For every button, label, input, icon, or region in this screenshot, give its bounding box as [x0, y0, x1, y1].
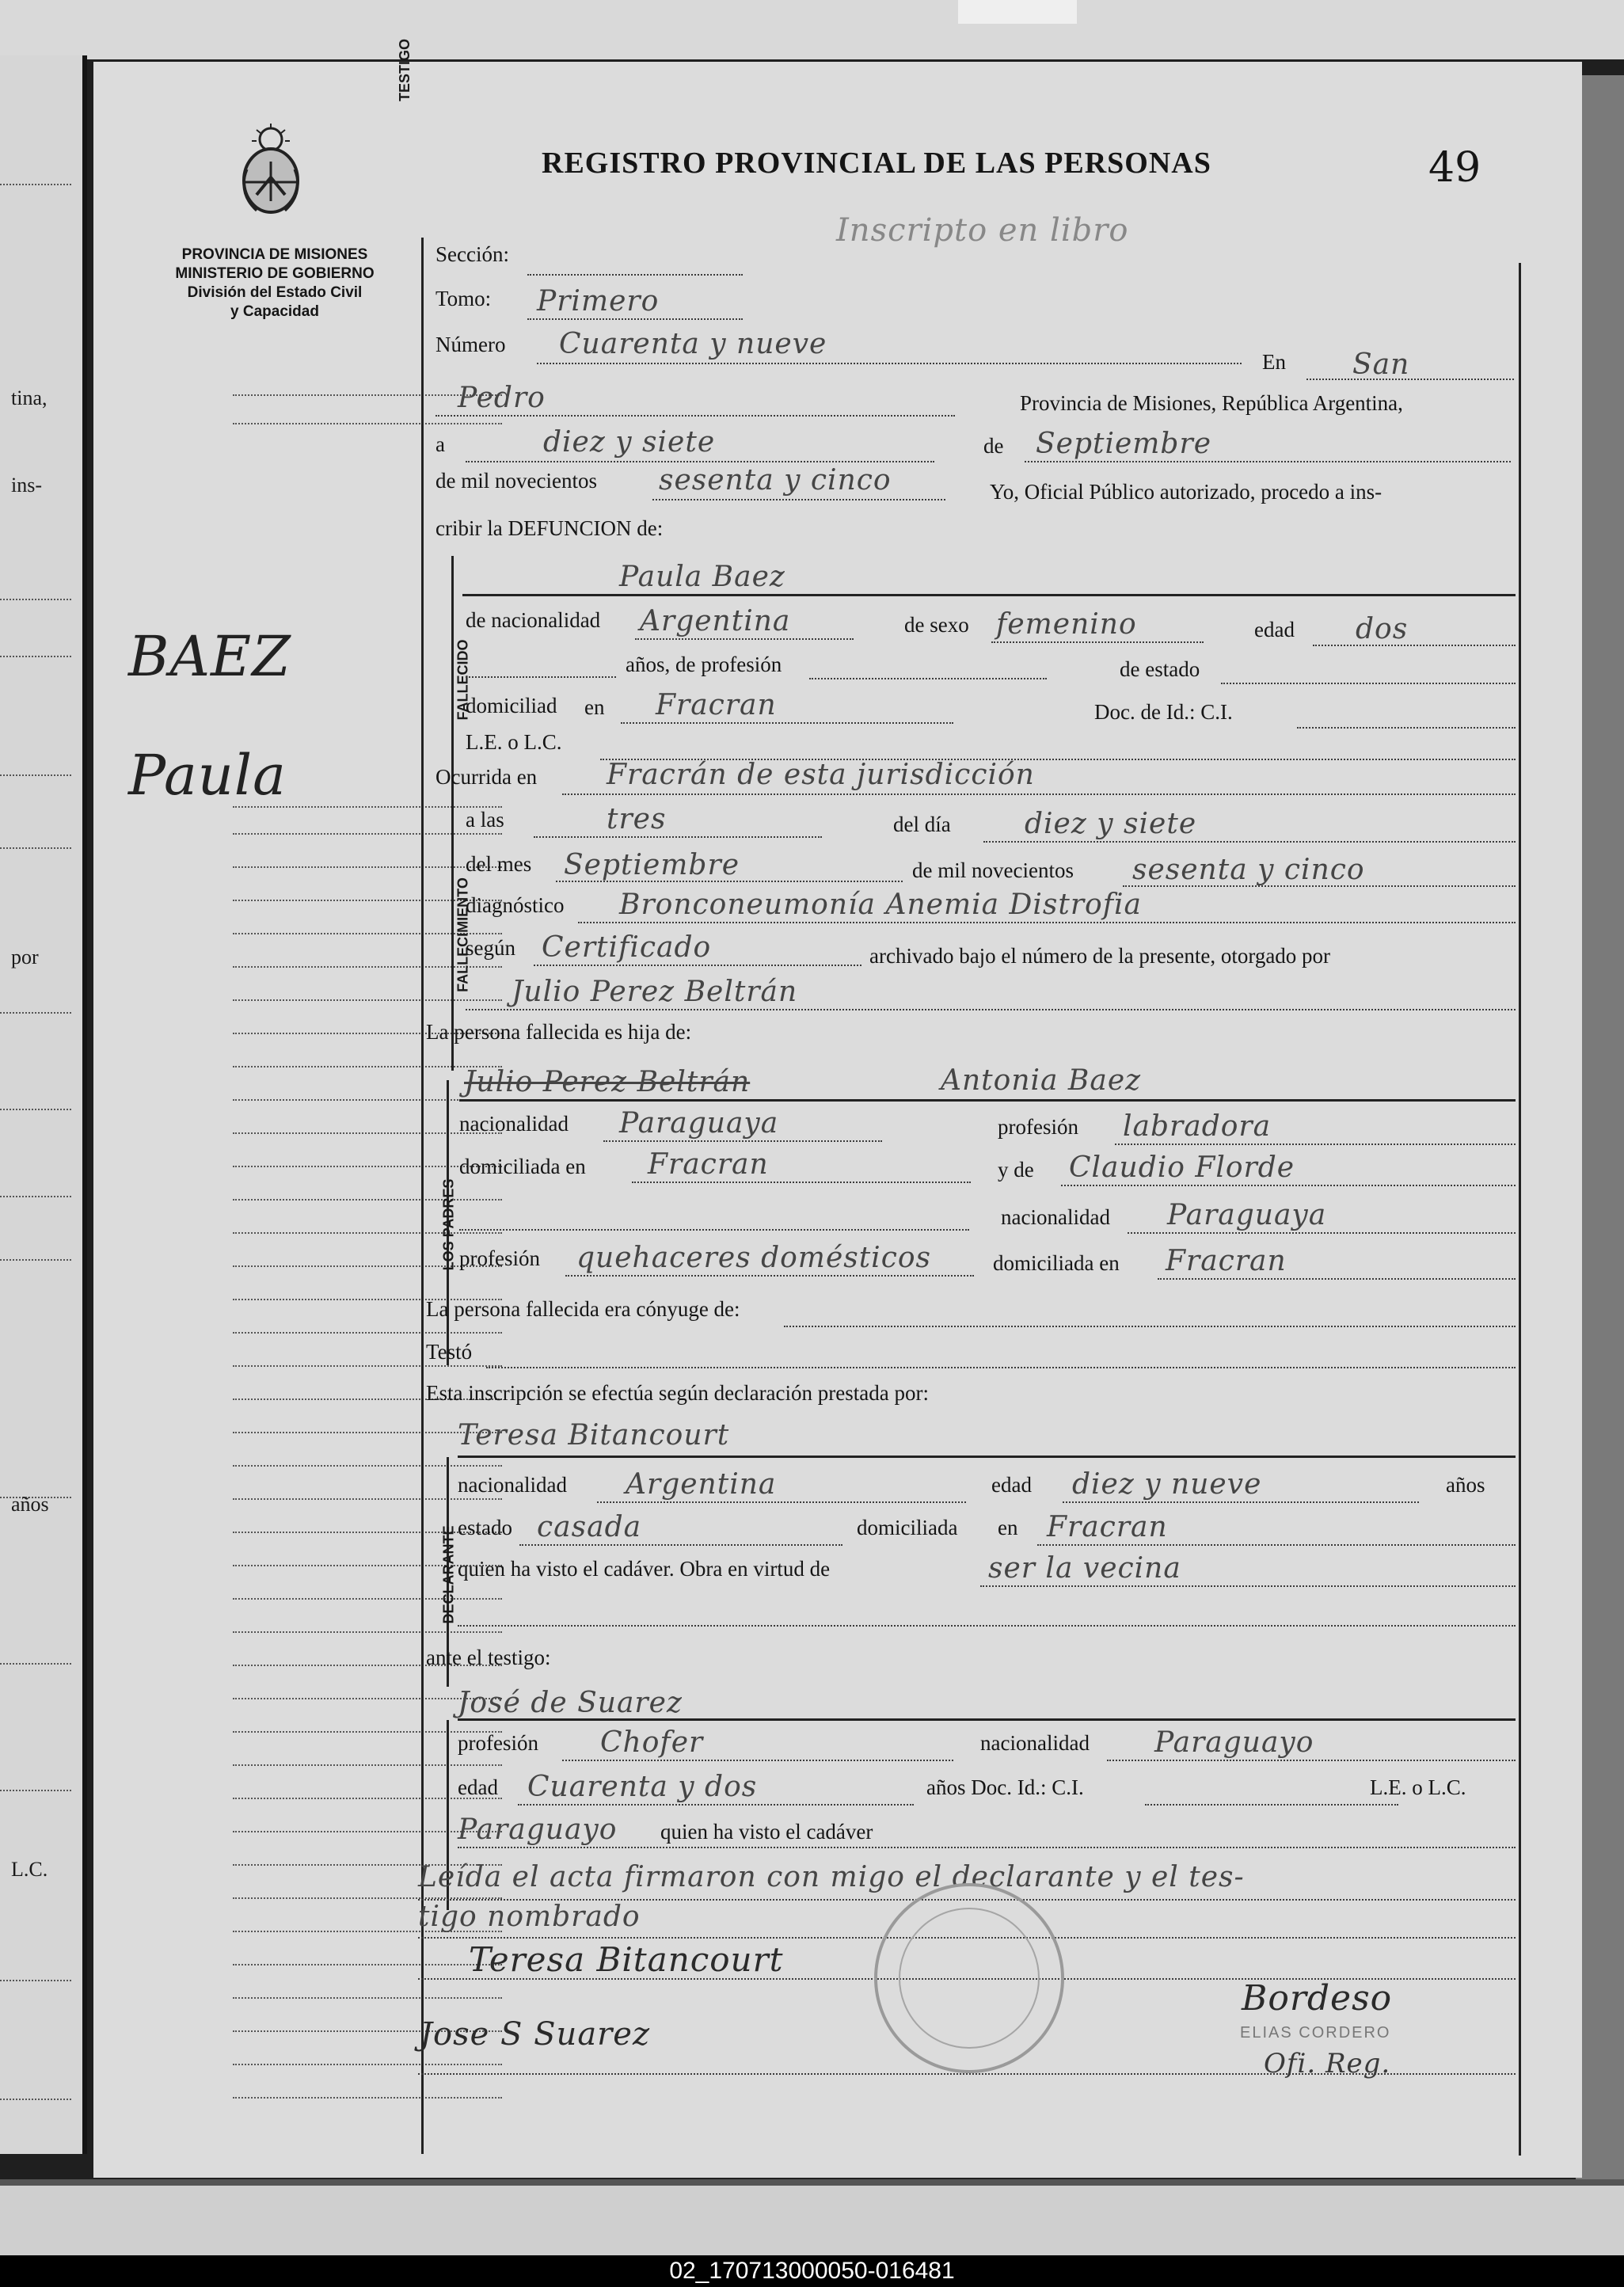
en-value: San — [1352, 348, 1410, 381]
org-line: PROVINCIA DE MISIONES — [181, 246, 368, 263]
numero-label: Número — [435, 333, 506, 356]
left-fragment: tina, — [11, 386, 48, 409]
margin-surname: BAEZ — [128, 624, 291, 689]
domicilio-en-label: en — [584, 695, 605, 719]
de-label: de — [983, 434, 1004, 458]
padres-side-label: LOS PADRES — [440, 1178, 457, 1271]
otorgado-value: Julio Perez Beltrán — [512, 976, 798, 1008]
en-label: En — [1262, 350, 1286, 374]
numero-value: Cuarenta y nueve — [559, 328, 827, 360]
left-fragment: L.C. — [11, 1858, 48, 1881]
sexo-label: de sexo — [904, 613, 969, 637]
diagnostico-value: Bronconeumonía Anemia Distrofia — [619, 889, 1142, 921]
fallecimiento-mes: Septiembre — [564, 849, 740, 881]
testigo-edad-label: edad — [458, 1775, 498, 1799]
testigo-prof-label: profesión — [458, 1731, 538, 1755]
le-label: L.E. o L.C. — [466, 730, 562, 754]
coat-of-arms-icon — [233, 122, 309, 217]
padres-prof2: quehaceres domésticos — [576, 1242, 932, 1274]
anio-value: sesenta y cinco — [659, 464, 892, 497]
register-page — [93, 38, 1582, 2178]
diagnostico-label: diagnóstico — [466, 893, 565, 917]
padres-dom2: Fracran — [1166, 1245, 1287, 1277]
tomo-value: Primero — [537, 285, 660, 318]
fecha-dia: diez y siete — [543, 426, 716, 459]
padres-nac2-label: nacionalidad — [1001, 1205, 1110, 1229]
declarante-side-label: DECLARANTE — [440, 1525, 457, 1624]
declarante-estado-label: estado — [458, 1516, 512, 1539]
padres-yde: Claudio Florde — [1069, 1151, 1295, 1184]
declarante-dom-label: domiciliada — [857, 1516, 958, 1539]
conyuge-label: La persona fallecida era cónyuge de: — [426, 1297, 740, 1321]
left-page-edge — [0, 55, 87, 2154]
testigo-edad: Cuarenta y dos — [527, 1771, 758, 1803]
handwritten-note: Inscripto en libro — [836, 212, 1129, 249]
declarante-dom: Fracran — [1047, 1511, 1168, 1543]
left-fragment: por — [11, 946, 39, 968]
mes-label: del mes — [466, 852, 532, 876]
left-fragment: años — [11, 1493, 49, 1516]
padres-dom: Fracran — [648, 1148, 769, 1181]
org-line: y Capacidad — [230, 303, 319, 320]
padres-nac2: Paraguaya — [1167, 1199, 1327, 1231]
anio-label: de mil novecientos — [435, 469, 597, 493]
testigo-ci: Paraguayo — [458, 1813, 618, 1846]
testigo-le-label: L.E. o L.C. — [1370, 1775, 1466, 1799]
fallecido-nombre: Paula Baez — [619, 561, 785, 593]
firma-oficial: Bordeso — [1242, 1978, 1393, 2019]
padres-dom-label: domiciliada en — [459, 1155, 586, 1178]
scan-code-footer: 02_170713000050-016481 — [0, 2255, 1624, 2287]
testigo-prof: Chofer — [600, 1726, 704, 1759]
dia-label: del día — [893, 812, 951, 836]
lugar-value: Pedro — [458, 382, 546, 414]
declarante-estado: casada — [537, 1511, 642, 1543]
padres-yde-label: y de — [998, 1158, 1034, 1182]
declaracion-text: Esta inscripción se efectúa según declaración prestada por: — [426, 1381, 929, 1405]
margin-given-name: Paula — [128, 743, 287, 808]
form-right-rule — [1519, 263, 1521, 2156]
testo-label: Testó — [426, 1340, 473, 1364]
padres-prof: labradora — [1123, 1110, 1272, 1143]
lugar-suffix: Provincia de Misiones, República Argentina, — [1020, 391, 1403, 415]
page-title: REGISTRO PROVINCIAL DE LAS PERSONAS — [542, 147, 1211, 180]
testigo-side-label: TESTIGO — [397, 38, 413, 102]
inscribir-text: cribir la DEFUNCION de: — [435, 516, 664, 540]
edad-label: edad — [1254, 618, 1295, 641]
doc-label: Doc. de Id.: C.I. — [1094, 700, 1233, 724]
declarante-en-label: en — [998, 1516, 1018, 1539]
declarante-nac: Argentina — [626, 1468, 777, 1501]
testigo-nac-label: nacionalidad — [980, 1731, 1090, 1755]
anio-fallec-label: de mil novecientos — [912, 858, 1074, 882]
domicilio-label: domiciliad — [466, 694, 557, 717]
declarante-nac-label: nacionalidad — [458, 1473, 567, 1497]
declarante-anios-label: años — [1446, 1473, 1485, 1497]
hora-label: a las — [466, 808, 504, 831]
cierre-linea2: tigo nombrado — [418, 1901, 641, 1933]
padres-prof-label: profesión — [998, 1115, 1078, 1139]
padres-nac: Paraguaya — [619, 1107, 779, 1140]
a-label: a — [435, 432, 445, 456]
declarante-nombre: Teresa Bitancourt — [458, 1419, 730, 1452]
sello-nombre: ELIAS CORDERO — [1240, 2024, 1391, 2042]
org-line: División del Estado Civil — [187, 284, 363, 301]
seal-stamp-icon — [866, 1875, 1072, 2081]
padres-nac-label: nacionalidad — [459, 1112, 569, 1136]
cargo-oficial: Ofi. Reg. — [1264, 2048, 1391, 2080]
padres-prof2-label: profesión — [459, 1246, 540, 1270]
fallecido-nacionalidad: Argentina — [640, 605, 791, 637]
fallecido-sexo: femenino — [996, 608, 1137, 641]
seccion-label: Sección: — [435, 242, 509, 266]
declarante-edad: diez y nueve — [1072, 1468, 1262, 1501]
declarante-edad-label: edad — [991, 1473, 1032, 1497]
declarante-visto: quien ha visto el cadáver. Obra en virtud de — [458, 1557, 831, 1581]
fallecimiento-dia: diez y siete — [1025, 808, 1197, 840]
cierre-linea1: Leída el acta firmaron con migo el declarante y el tes- — [418, 1861, 1245, 1893]
fallecimiento-anio: sesenta y cinco — [1132, 854, 1365, 886]
ocurrida-label: Ocurrida en — [435, 765, 538, 789]
fallecimiento-hora: tres — [607, 803, 667, 835]
fallecido-domicilio: Fracran — [656, 689, 777, 721]
segun-value: Certificado — [542, 931, 712, 964]
madre-nombre: Antonia Baez — [941, 1064, 1142, 1097]
org-block — [154, 245, 396, 322]
testigo-intro: ante el testigo: — [426, 1646, 551, 1669]
anio-suffix: Yo, Oficial Público autorizado, procedo a ins- — [990, 480, 1382, 504]
nacionalidad-label: de nacionalidad — [466, 608, 601, 632]
segun-label: según — [466, 936, 515, 960]
declarante-virtud: ser la vecina — [988, 1552, 1181, 1585]
fallecido-side-label: FALLECIDO — [454, 639, 471, 721]
firma-testigo: Jose S Suarez — [420, 2016, 651, 2053]
folio-number: 49 — [1428, 144, 1481, 192]
ocurrida-value: Fracrán de esta jurisdicción — [607, 759, 1035, 791]
padres-intro: La persona fallecida es hija de: — [426, 1020, 692, 1044]
testigo-doc-label: años Doc. Id.: C.I. — [926, 1775, 1084, 1799]
testigo-visto: quien ha visto el cadáver — [660, 1820, 873, 1844]
padre-tachado: Julio Perez Beltrán — [464, 1066, 751, 1098]
bottom-background — [0, 2179, 1624, 2255]
testigo-nombre: José de Suarez — [458, 1687, 683, 1719]
book-cover-edge — [1576, 75, 1624, 2182]
left-fragment: ins- — [11, 474, 42, 497]
testigo-nac: Paraguayo — [1154, 1726, 1314, 1759]
anios-profesion-label: años, de profesión — [626, 653, 782, 676]
fallecido-edad: dos — [1356, 613, 1409, 645]
fecha-mes: Septiembre — [1036, 428, 1211, 460]
tomo-label: Tomo: — [435, 287, 492, 310]
padres-dom2-label: domiciliada en — [993, 1251, 1120, 1275]
estado-label: de estado — [1120, 657, 1200, 681]
fallecimiento-side-label: FALLECIMIENTO — [454, 877, 471, 992]
firma-declarante: Teresa Bitancourt — [469, 1940, 784, 1979]
archivado-text: archivado bajo el número de la presente, otorgado por — [869, 944, 1331, 968]
top-background — [0, 0, 1624, 59]
org-line: MINISTERIO DE GOBIERNO — [175, 265, 375, 282]
